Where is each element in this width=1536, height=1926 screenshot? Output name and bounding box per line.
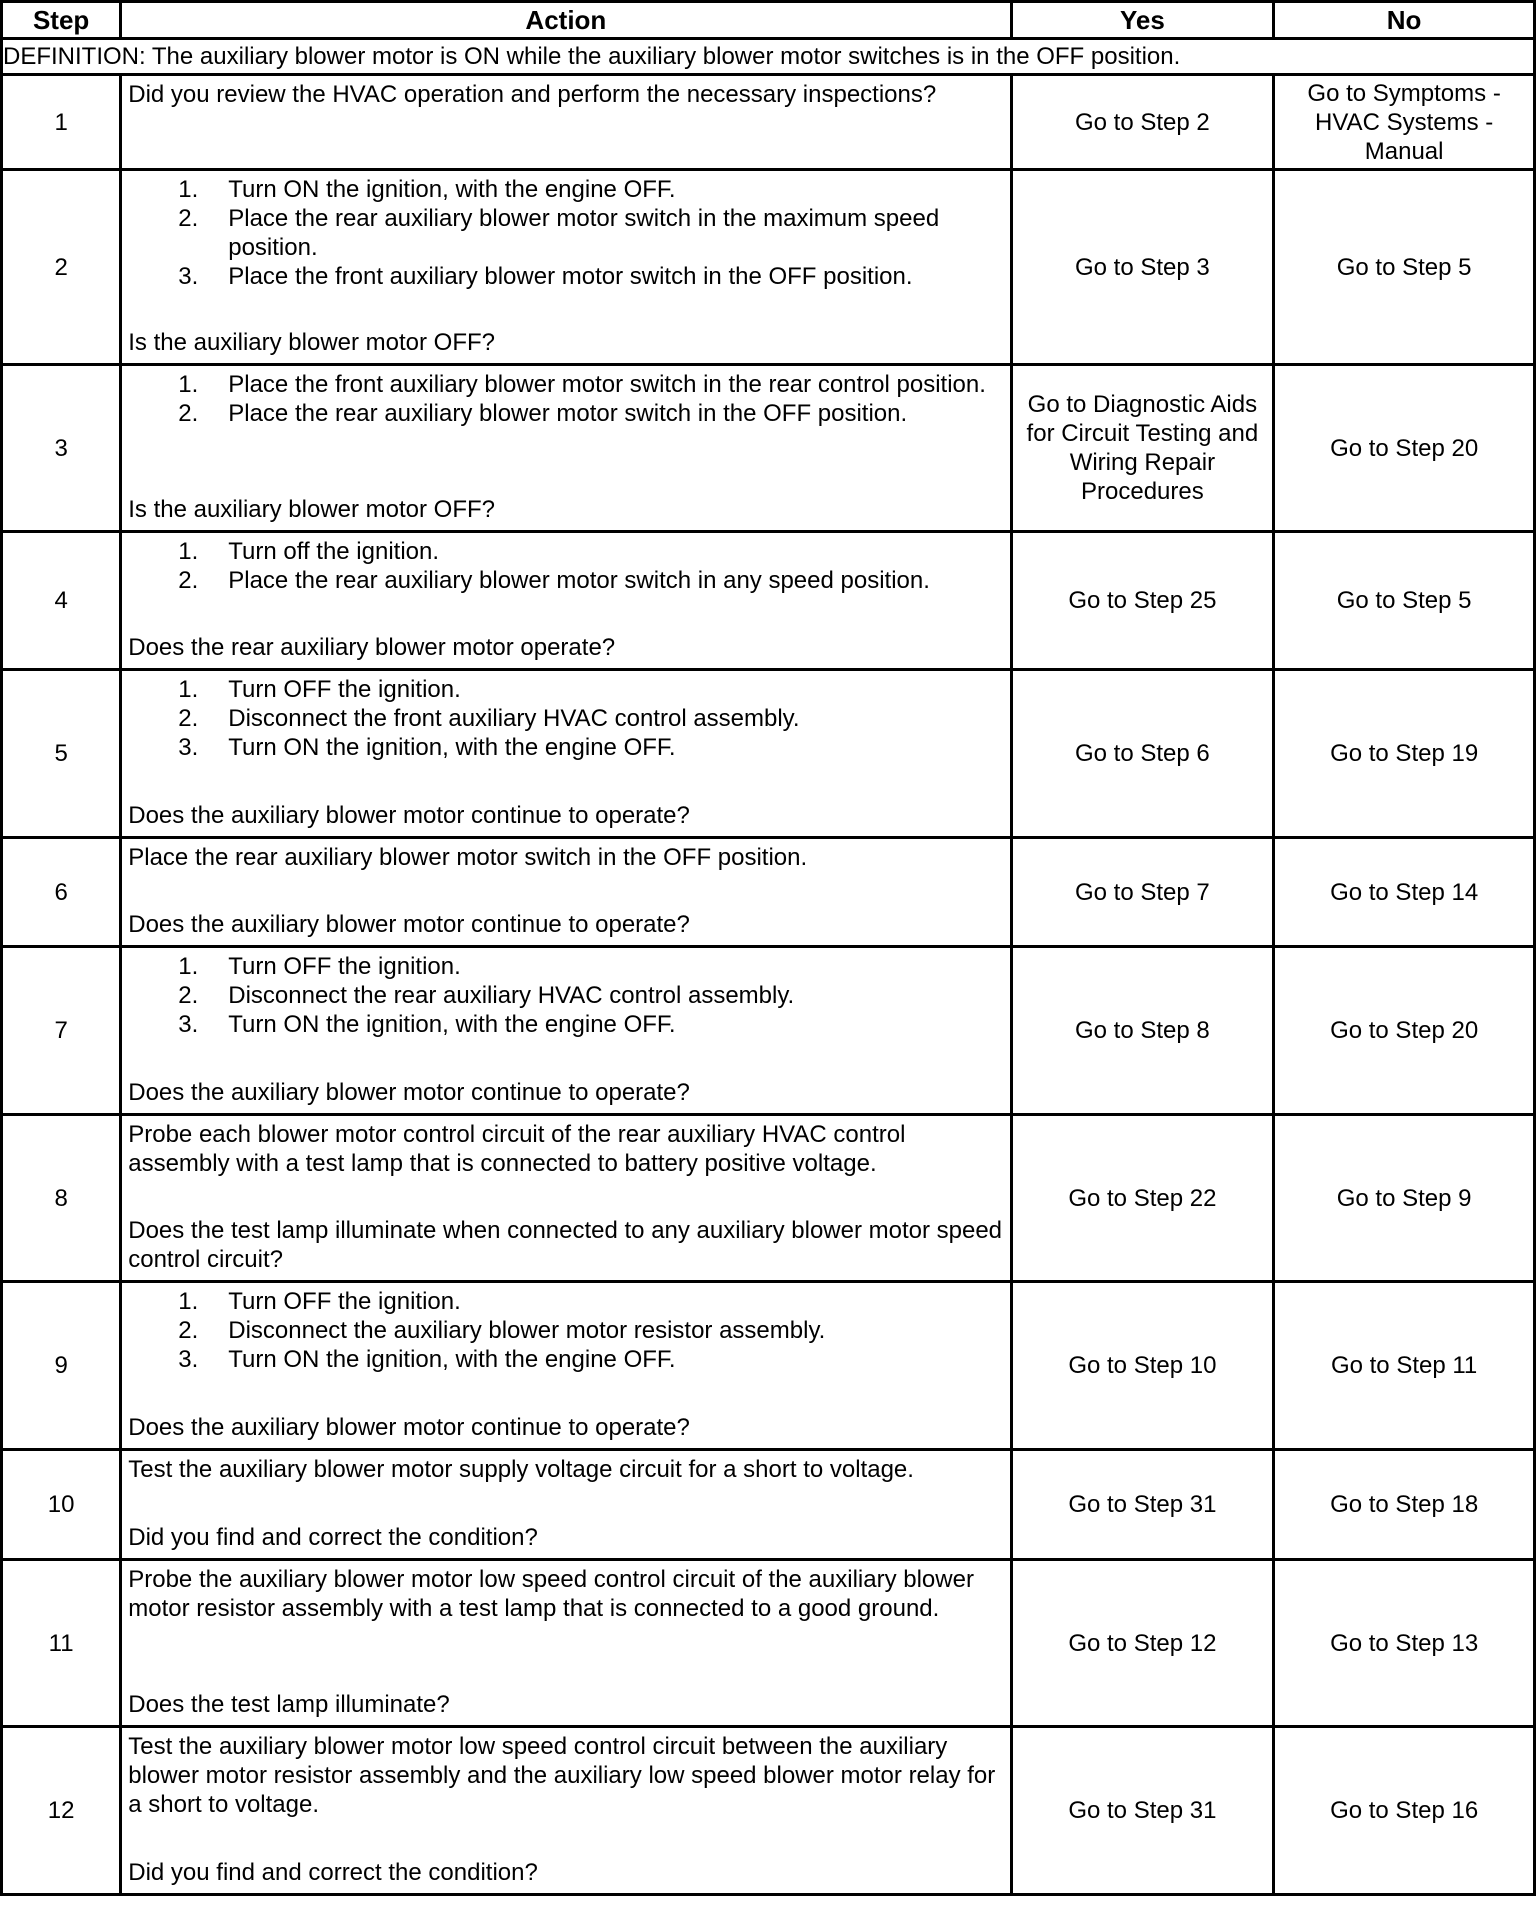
action-content: [122, 1728, 1009, 1893]
action-question: Did you find and correct the condition?: [128, 1859, 538, 1886]
no-result: Go to Step 5: [1274, 532, 1535, 670]
step-number: 12: [2, 1727, 121, 1895]
table-row: [2, 75, 1535, 170]
procedure-item: [178, 537, 1003, 566]
action-question: Is the auxiliary blower motor OFF?: [128, 496, 496, 523]
action-text: Probe each blower motor control circuit of the rear auxiliary HVAC control assembly with a test lamp that is connected to battery positive voltage.: [128, 1121, 906, 1177]
procedure-item-text: Turn ON the ignition, with the engine OFF.: [228, 176, 676, 203]
header-row: [2, 2, 1535, 39]
action-content: [122, 1561, 1009, 1725]
action-instructions: [128, 80, 1003, 109]
procedure-list: [128, 1287, 1003, 1374]
action-cell: [121, 1560, 1011, 1727]
procedure-item-text: Turn ON the ignition, with the engine OFF.: [228, 1011, 676, 1038]
action-text: Test the auxiliary blower motor supply voltage circuit for a short to voltage.: [128, 1456, 914, 1483]
step-number: 5: [2, 670, 121, 838]
table-row: [2, 670, 1535, 838]
step-number: 3: [2, 365, 121, 532]
action-instructions: [128, 537, 1003, 595]
step-number: 9: [2, 1282, 121, 1450]
procedure-item-number: 2.: [178, 205, 199, 232]
procedure-item-text: Turn OFF the ignition.: [228, 1288, 461, 1315]
procedure-item-text: Turn OFF the ignition.: [228, 676, 461, 703]
action-question: Does the test lamp illuminate?: [128, 1691, 450, 1718]
table-row: [2, 1560, 1535, 1727]
procedure-item: [178, 1345, 1003, 1374]
procedure-item-text: Place the rear auxiliary blower motor switch in the OFF position.: [228, 400, 908, 427]
action-instructions: [128, 1455, 1003, 1484]
yes-result: Go to Step 6: [1011, 670, 1274, 838]
procedure-item-text: Place the front auxiliary blower motor switch in the rear control position.: [228, 371, 986, 398]
procedure-list: [128, 175, 1003, 291]
procedure-item: [178, 675, 1003, 704]
procedure-item-number: 3.: [178, 1346, 199, 1373]
action-cell: [121, 1115, 1011, 1282]
action-cell: [121, 170, 1011, 365]
procedure-item: [178, 704, 1003, 733]
procedure-item-number: 1.: [178, 1288, 199, 1315]
procedure-item: [178, 1316, 1003, 1345]
action-cell: [121, 532, 1011, 670]
procedure-item-text: Place the front auxiliary blower motor switch in the OFF position.: [228, 263, 913, 290]
step-number: 10: [2, 1450, 121, 1560]
action-content: [122, 671, 1009, 836]
action-cell: [121, 947, 1011, 1115]
action-question: Does the auxiliary blower motor continue to operate?: [128, 802, 690, 829]
procedure-item-text: Disconnect the front auxiliary HVAC control assembly.: [228, 705, 800, 732]
procedure-item-text: Disconnect the rear auxiliary HVAC control assembly.: [228, 982, 795, 1009]
action-instructions: [128, 175, 1003, 291]
header-step: Step: [2, 2, 121, 39]
table-row: [2, 1727, 1535, 1895]
action-content: [122, 171, 1009, 363]
procedure-item-number: 1.: [178, 371, 199, 398]
table-row: [2, 1450, 1535, 1560]
action-content: [122, 839, 1009, 945]
definition-text: DEFINITION: The auxiliary blower motor is ON while the auxiliary blower motor switches is in the OFF position.: [2, 39, 1535, 75]
table-row: [2, 1282, 1535, 1450]
action-content: [122, 1451, 1009, 1558]
yes-result: Go to Step 7: [1011, 838, 1274, 947]
procedure-item-number: 1.: [178, 953, 199, 980]
table-row: [2, 947, 1535, 1115]
procedure-list: [128, 537, 1003, 595]
procedure-item: [178, 1287, 1003, 1316]
no-result: Go to Step 13: [1274, 1560, 1535, 1727]
procedure-item-number: 1.: [178, 676, 199, 703]
yes-result: Go to Step 22: [1011, 1115, 1274, 1282]
action-instructions: [128, 675, 1003, 762]
no-result: Go to Step 18: [1274, 1450, 1535, 1560]
action-question: Is the auxiliary blower motor OFF?: [128, 329, 496, 356]
procedure-item-number: 3.: [178, 263, 199, 290]
yes-result: Go to Step 2: [1011, 75, 1274, 170]
yes-result: Go to Step 12: [1011, 1560, 1274, 1727]
action-cell: [121, 1727, 1011, 1895]
procedure-item-text: Turn off the ignition.: [228, 538, 440, 565]
procedure-item: [178, 1010, 1003, 1039]
step-number: 7: [2, 947, 121, 1115]
action-instructions: [128, 1120, 1003, 1178]
procedure-item: [178, 981, 1003, 1010]
action-instructions: [128, 1287, 1003, 1374]
procedure-list: [128, 952, 1003, 1039]
no-result: Go to Step 19: [1274, 670, 1535, 838]
step-number: 11: [2, 1560, 121, 1727]
procedure-list: [128, 675, 1003, 762]
action-text: Probe the auxiliary blower motor low speed control circuit of the auxiliary blower motor resistor assembly with a test lamp that is connected to a good ground.: [128, 1566, 974, 1622]
action-text: Place the rear auxiliary blower motor switch in the OFF position.: [128, 844, 808, 871]
action-cell: [121, 670, 1011, 838]
action-question: Does the test lamp illuminate when connected to any auxiliary blower motor speed control circuit?: [128, 1217, 1003, 1273]
action-cell: [121, 75, 1011, 170]
procedure-item-text: Turn ON the ignition, with the engine OFF.: [228, 1346, 676, 1373]
yes-result: Go to Step 10: [1011, 1282, 1274, 1450]
action-instructions: [128, 843, 1003, 872]
procedure-item-number: 1.: [178, 538, 199, 565]
yes-result: Go to Step 31: [1011, 1727, 1274, 1895]
step-number: 8: [2, 1115, 121, 1282]
action-question: Does the auxiliary blower motor continue to operate?: [128, 1079, 690, 1106]
procedure-item-text: Turn OFF the ignition.: [228, 953, 461, 980]
step-number: 1: [2, 75, 121, 170]
step-number: 2: [2, 170, 121, 365]
step-number: 4: [2, 532, 121, 670]
procedure-item-number: 3.: [178, 734, 199, 761]
yes-result: Go to Diagnostic Aids for Circuit Testing and Wiring Repair Procedures: [1011, 365, 1274, 532]
table-row: [2, 838, 1535, 947]
procedure-item-number: 2.: [178, 1317, 199, 1344]
yes-result: Go to Step 8: [1011, 947, 1274, 1115]
yes-result: Go to Step 3: [1011, 170, 1274, 365]
procedure-item: [178, 566, 1003, 595]
action-instructions: [128, 370, 1003, 428]
action-content: [122, 1116, 1009, 1280]
action-content: [122, 948, 1009, 1113]
action-text: Did you review the HVAC operation and perform the necessary inspections?: [128, 81, 937, 108]
procedure-item-number: 2.: [178, 982, 199, 1009]
action-cell: [121, 838, 1011, 947]
procedure-item: [178, 370, 1003, 399]
action-question: Does the auxiliary blower motor continue to operate?: [128, 911, 690, 938]
table-row: [2, 1115, 1535, 1282]
yes-result: Go to Step 25: [1011, 532, 1274, 670]
no-result: Go to Step 14: [1274, 838, 1535, 947]
no-result: Go to Step 20: [1274, 365, 1535, 532]
action-instructions: [128, 1732, 1003, 1819]
action-instructions: [128, 1565, 1003, 1623]
header-no: No: [1274, 2, 1535, 39]
no-result: Go to Step 9: [1274, 1115, 1535, 1282]
procedure-item-number: 2.: [178, 705, 199, 732]
procedure-item: [178, 262, 1003, 291]
header-action: Action: [121, 2, 1011, 39]
action-question: Does the rear auxiliary blower motor operate?: [128, 634, 616, 661]
action-instructions: [128, 952, 1003, 1039]
procedure-list: [128, 370, 1003, 428]
action-content: [122, 366, 1009, 530]
header-yes: Yes: [1011, 2, 1274, 39]
procedure-item-number: 1.: [178, 176, 199, 203]
table-body: [2, 39, 1535, 1895]
no-result: Go to Step 16: [1274, 1727, 1535, 1895]
no-result: Go to Step 5: [1274, 170, 1535, 365]
procedure-item-number: 3.: [178, 1011, 199, 1038]
procedure-item-number: 2.: [178, 567, 199, 594]
action-question: Did you find and correct the condition?: [128, 1524, 538, 1551]
procedure-item-text: Place the rear auxiliary blower motor switch in any speed position.: [228, 567, 930, 594]
no-result: Go to Step 20: [1274, 947, 1535, 1115]
action-question: Does the auxiliary blower motor continue to operate?: [128, 1414, 690, 1441]
action-content: [122, 1283, 1009, 1448]
procedure-item-text: Turn ON the ignition, with the engine OFF.: [228, 734, 676, 761]
action-content: [122, 76, 1009, 168]
procedure-item: [178, 175, 1003, 204]
action-cell: [121, 1282, 1011, 1450]
no-result: Go to Step 11: [1274, 1282, 1535, 1450]
action-content: [122, 533, 1009, 668]
step-number: 6: [2, 838, 121, 947]
procedure-item: [178, 399, 1003, 428]
action-text: Test the auxiliary blower motor low speed control circuit between the auxiliary blower motor resistor assembly and the auxiliary low speed blower motor relay for a short to voltage.: [128, 1733, 996, 1818]
table-row: [2, 365, 1535, 532]
procedure-item: [178, 952, 1003, 981]
yes-result: Go to Step 31: [1011, 1450, 1274, 1560]
definition-row: [2, 39, 1535, 75]
table-row: [2, 170, 1535, 365]
procedure-item: [178, 733, 1003, 762]
no-result: Go to Symptoms - HVAC Systems - Manual: [1274, 75, 1535, 170]
procedure-item-text: Disconnect the auxiliary blower motor resistor assembly.: [228, 1317, 826, 1344]
action-cell: [121, 365, 1011, 532]
action-cell: [121, 1450, 1011, 1560]
table-row: [2, 532, 1535, 670]
procedure-item-number: 2.: [178, 400, 199, 427]
procedure-item-text: Place the rear auxiliary blower motor switch in the maximum speed position.: [228, 205, 940, 261]
procedure-item: [178, 204, 1003, 262]
